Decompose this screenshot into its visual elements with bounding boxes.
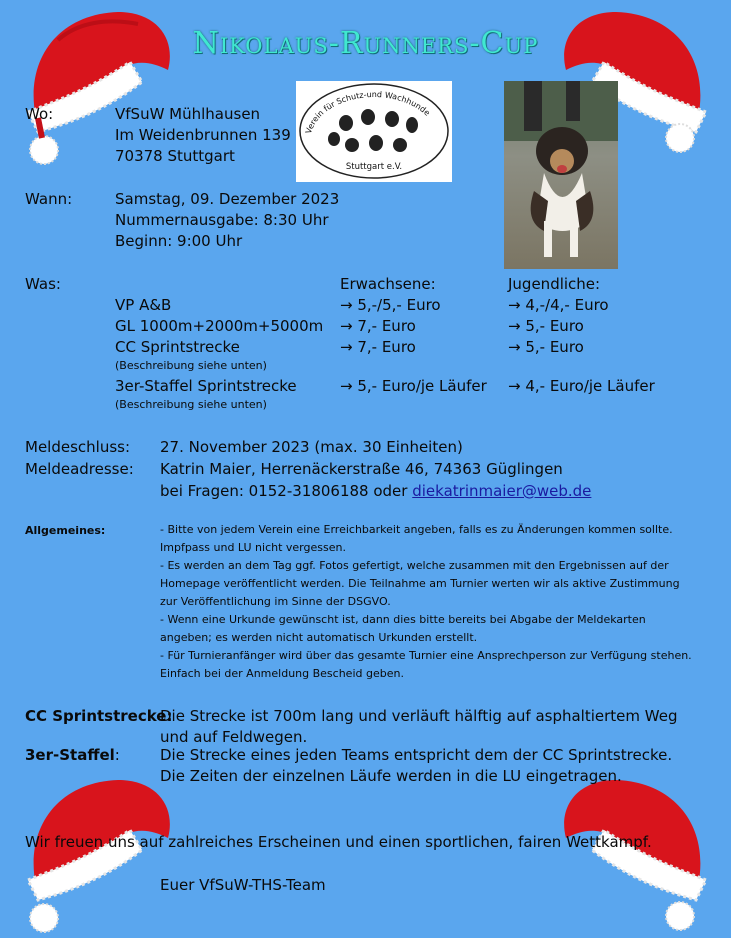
logo-bottom-text: Stuttgart e.V. bbox=[345, 162, 403, 172]
closing-text: Wir freuen uns auf zahlreiches Erscheinen und einen sportlichen, fairen Wettkampf. bbox=[25, 833, 652, 851]
santa-hat-icon bbox=[556, 768, 716, 938]
price-adults: → 7,- Euro bbox=[340, 338, 416, 356]
event-note: (Beschreibung siehe unten) bbox=[115, 398, 267, 411]
meldeadresse-value: Katrin Maier, Herrenäckerstraße 46, 74363 Güglingen bbox=[160, 460, 563, 478]
meldeadresse-label: Meldeadresse: bbox=[25, 460, 134, 478]
col-adults-header: Erwachsene: bbox=[340, 275, 436, 293]
cc-text: Die Strecke ist 700m lang und verläuft hälftig auf asphaltiertem Weg und auf Feldwegen. bbox=[160, 707, 678, 746]
event-name: GL 1000m+2000m+5000m bbox=[115, 317, 324, 335]
wo-line: Im Weidenbrunnen 139 bbox=[115, 126, 291, 144]
phone-text: bei Fragen: 0152-31806188 oder bbox=[160, 482, 413, 500]
list-item: - Es werden an dem Tag ggf. Fotos gefertigt, welche zusammen mit den Ergebnissen auf der Homepage veröffentlicht werden. Die Teilnahme am Turnier werten wir als aktive Zustimmung zur Veröffentlichung im Sinne der DSGVO. bbox=[160, 559, 680, 608]
price-youth: → 4,- Euro/je Läufer bbox=[508, 377, 655, 395]
price-adults: → 5,- Euro/je Läufer bbox=[340, 377, 487, 395]
col-youth-header: Jugendliche: bbox=[508, 275, 601, 293]
wann-label: Wann: bbox=[25, 190, 73, 208]
wann-line: Nummernausgabe: 8:30 Uhr bbox=[115, 211, 329, 229]
cc-label: CC Sprintstrecke: bbox=[25, 707, 173, 725]
dog-photo bbox=[504, 81, 618, 269]
email-link[interactable]: diekatrinmaier@web.de bbox=[412, 482, 592, 500]
was-label: Was: bbox=[25, 275, 61, 293]
page-title: Nikolaus-Runners-Cup bbox=[192, 26, 539, 61]
allgemeines-list bbox=[160, 521, 700, 683]
wo-line: 70378 Stuttgart bbox=[115, 147, 235, 165]
logo-top-text: Verein für Schutz-und Wachhunde bbox=[303, 89, 432, 135]
contact-line bbox=[160, 481, 591, 502]
list-item: - Bitte von jedem Verein eine Erreichbarkeit angeben, falls es zu Änderungen kommen sollte. Impfpass und LU nicht vergessen. bbox=[160, 523, 673, 554]
list-item: - Für Turnieranfänger wird über das gesamte Turnier eine Ansprechperson zur Verfügung stehen. Einfach bei der Anmeldung Bescheid geben. bbox=[160, 649, 692, 680]
wann-line: Beginn: 9:00 Uhr bbox=[115, 232, 243, 250]
wann-line: Samstag, 09. Dezember 2023 bbox=[115, 190, 340, 208]
event-name: CC Sprintstrecke bbox=[115, 338, 240, 356]
price-youth: → 4,-/4,- Euro bbox=[508, 296, 609, 314]
price-adults: → 5,-/5,- Euro bbox=[340, 296, 441, 314]
santa-hat-icon bbox=[18, 768, 178, 938]
price-youth: → 5,- Euro bbox=[508, 338, 584, 356]
price-youth: → 5,- Euro bbox=[508, 317, 584, 335]
price-adults: → 7,- Euro bbox=[340, 317, 416, 335]
wo-line: VfSuW Mühlhausen bbox=[115, 105, 261, 123]
meldeschluss-label: Meldeschluss: bbox=[25, 438, 131, 456]
wo-label: Wo: bbox=[25, 105, 54, 123]
event-name: VP A&B bbox=[115, 296, 172, 314]
staffel-text: Die Strecke eines jeden Teams entspricht dem der CC Sprintstrecke. Die Zeiten der einzelnen Läufe werden in die LU eingetragen. bbox=[160, 746, 673, 785]
signature: Euer VfSuW-THS-Team bbox=[160, 876, 326, 894]
meldeschluss-value: 27. November 2023 (max. 30 Einheiten) bbox=[160, 438, 463, 456]
staffel-label-line bbox=[25, 745, 120, 766]
event-name: 3er-Staffel Sprintstrecke bbox=[115, 377, 297, 395]
list-item: - Wenn eine Urkunde gewünscht ist, dann dies bitte bereits bei Abgabe der Meldekarten angeben; es werden nicht automatisch Urkunden erstellt. bbox=[160, 613, 646, 644]
event-note: (Beschreibung siehe unten) bbox=[115, 359, 267, 372]
club-logo bbox=[296, 81, 452, 182]
staffel-label: 3er-Staffel bbox=[25, 746, 115, 764]
staffel-colon: : bbox=[114, 746, 120, 764]
allgemeines-label: Allgemeines: bbox=[25, 524, 106, 537]
